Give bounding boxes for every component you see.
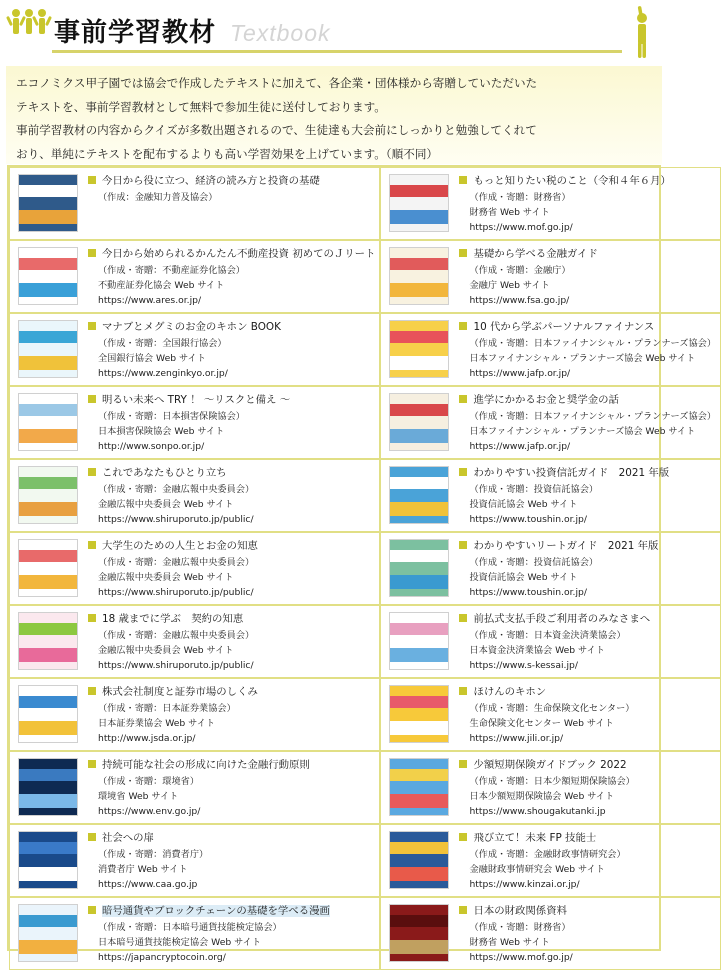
- textbook-publisher: （作成・寄贈：日本ファイナンシャル・プランナーズ協会）: [469, 411, 717, 422]
- textbook-publisher: （作成・寄贈：環境省）: [98, 776, 200, 787]
- textbook-url[interactable]: https://www.zenginkyo.or.jp/: [98, 368, 228, 379]
- book-cover-image: [389, 685, 449, 743]
- textbook-url[interactable]: https://www.jili.or.jp/: [469, 733, 564, 744]
- textbook-publisher: （作成・寄贈：日本損害保険協会）: [98, 411, 245, 422]
- textbook-item: [380, 678, 721, 751]
- textbook-url[interactable]: https://www.shiruporuto.jp/public/: [98, 514, 254, 525]
- textbook-url[interactable]: https://www.kinzai.or.jp/: [469, 879, 580, 890]
- page-header: [0, 0, 669, 62]
- textbook-title: 今日から役に立つ、経済の読み方と投資の基礎: [88, 174, 375, 188]
- textbook-site-name: 環境省 Web サイト: [98, 791, 179, 802]
- textbook-item: [9, 240, 380, 313]
- bullet-square-icon: [88, 614, 96, 622]
- textbook-publisher: （作成・寄贈：不動産証券化協会）: [98, 265, 245, 276]
- textbook-url[interactable]: https://www.shougakutanki.jp: [469, 806, 606, 817]
- bullet-square-icon: [88, 833, 96, 841]
- textbook-item: [380, 167, 721, 240]
- textbook-url[interactable]: https://www.toushin.or.jp/: [469, 587, 587, 598]
- textbook-title: 暗号通貨やブロックチェーンの基礎を学べる漫画: [88, 904, 375, 918]
- textbook-item: [9, 459, 380, 532]
- intro-text: エコノミクス甲子園では協会で作成したテキストに加えて、各企業・団体様から寄贈していただいた テキストを、事前学習教材として無料で参加生徒に送付しております。 事前学習教材の内容からクイズが多数出題されるので、生徒達も大会前にしっかりと勉強してくれて おり、単純にテキストを配布するよりも高い学習効果を上げています。（順不同）: [6, 66, 662, 164]
- textbook-site-name: 全国銀行協会 Web サイト: [98, 353, 206, 364]
- bullet-square-icon: [459, 468, 467, 476]
- bullet-square-icon: [88, 322, 96, 330]
- textbook-item: [9, 167, 380, 240]
- bullet-square-icon: [88, 687, 96, 695]
- bullet-square-icon: [88, 249, 96, 257]
- textbook-publisher: （作成・寄贈：投資信託協会）: [469, 484, 599, 495]
- textbook-site-name: 財務省 Web サイト: [469, 207, 550, 218]
- book-cover-image: [18, 539, 78, 597]
- textbook-title: ほけんのキホン: [459, 685, 716, 699]
- textbook-publisher: （作成・寄贈：金融庁）: [469, 265, 571, 276]
- textbook-url[interactable]: https://www.env.go.jp/: [98, 806, 201, 817]
- bullet-square-icon: [459, 322, 467, 330]
- textbook-url[interactable]: https://www.fsa.go.jp/: [469, 295, 570, 306]
- textbook-title: マナブとメグミのお金のキホン BOOK: [88, 320, 375, 334]
- textbook-item: [9, 751, 380, 824]
- textbook-publisher: （作成・寄贈：生命保険文化センター）: [469, 703, 635, 714]
- textbook-title: 今日から始められるかんたん不動産投資 初めてのＪリート: [88, 247, 375, 261]
- textbook-site-name: 日本ファイナンシャル・プランナーズ協会 Web サイト: [469, 353, 696, 364]
- book-cover-image: [18, 247, 78, 305]
- textbook-title: 基礎から学べる金融ガイド: [459, 247, 716, 261]
- bullet-square-icon: [459, 760, 467, 768]
- textbook-grid: [7, 165, 717, 963]
- textbook-title: 前払式支払手段ご利用者のみなさまへ: [459, 612, 716, 626]
- textbook-site-name: 財務省 Web サイト: [469, 937, 550, 948]
- bullet-square-icon: [459, 614, 467, 622]
- textbook-publisher: （作成・寄贈：日本少額短期保険協会）: [469, 776, 635, 787]
- textbook-url[interactable]: https://japancryptocoin.org/: [98, 952, 226, 963]
- textbook-site-name: 日本証券業協会 Web サイト: [98, 718, 216, 729]
- bullet-square-icon: [459, 906, 467, 914]
- textbook-site-name: 金融広報中央委員会 Web サイト: [98, 572, 234, 583]
- textbook-site-name: 投資信託協会 Web サイト: [469, 572, 578, 583]
- textbook-url[interactable]: https://www.s-kessai.jp/: [469, 660, 578, 671]
- textbook-url[interactable]: https://www.mof.go.jp/: [469, 952, 573, 963]
- textbook-item: [380, 459, 721, 532]
- bullet-square-icon: [459, 395, 467, 403]
- book-cover-image: [389, 758, 449, 816]
- textbook-url[interactable]: https://www.jafp.or.jp/: [469, 368, 571, 379]
- textbook-site-name: 日本ファイナンシャル・プランナーズ協会 Web サイト: [469, 426, 696, 437]
- title-underline: [52, 50, 622, 53]
- textbook-publisher: （作成・寄贈：金融財政事情研究会）: [469, 849, 626, 860]
- bullet-square-icon: [459, 687, 467, 695]
- bullet-square-icon: [88, 176, 96, 184]
- book-cover-image: [18, 612, 78, 670]
- textbook-publisher: （作成・寄贈：金融広報中央委員会）: [98, 630, 255, 641]
- book-cover-image: [389, 539, 449, 597]
- book-cover-image: [18, 393, 78, 451]
- textbook-publisher: （作成・寄贈：日本暗号通貨技能検定協会）: [98, 922, 282, 933]
- book-cover-image: [389, 904, 449, 962]
- book-cover-image: [389, 612, 449, 670]
- book-cover-image: [389, 393, 449, 451]
- textbook-title: 10 代から学ぶパーソナルファイナンス: [459, 320, 716, 334]
- textbook-site-name: 日本暗号通貨技能検定協会 Web サイト: [98, 937, 262, 948]
- textbook-url[interactable]: http://www.sonpo.or.jp/: [98, 441, 205, 452]
- textbook-site-name: 金融広報中央委員会 Web サイト: [98, 645, 234, 656]
- textbook-publisher: （作成・寄贈：金融広報中央委員会）: [98, 484, 255, 495]
- book-cover-image: [389, 247, 449, 305]
- textbook-publisher: （作成・寄贈：日本証券業協会）: [98, 703, 236, 714]
- person-pointing-icon: [622, 4, 662, 60]
- bullet-square-icon: [88, 541, 96, 549]
- bullet-square-icon: [459, 541, 467, 549]
- textbook-title: 明るい未来へ TRY ！ ～リスクと備え ～: [88, 393, 375, 407]
- textbook-item: [9, 824, 380, 897]
- textbook-url[interactable]: https://www.caa.go.jp: [98, 879, 198, 890]
- textbook-title: 18 歳までに学ぶ 契約の知恵: [88, 612, 375, 626]
- textbook-publisher: （作成・寄贈：財務省）: [469, 192, 571, 203]
- textbook-site-name: 投資信託協会 Web サイト: [469, 499, 578, 510]
- textbook-site-name: 生命保険文化センター Web サイト: [469, 718, 614, 729]
- bullet-square-icon: [88, 468, 96, 476]
- book-cover-image: [18, 758, 78, 816]
- textbook-title: もっと知りたい税のこと（令和４年６月）: [459, 174, 716, 188]
- textbook-item: [380, 605, 721, 678]
- textbook-publisher: （作成：金融知力普及協会）: [98, 192, 218, 203]
- bullet-square-icon: [88, 760, 96, 768]
- textbook-site-name: 日本資金決済業協会 Web サイト: [469, 645, 605, 656]
- textbook-publisher: （作成・寄贈：金融広報中央委員会）: [98, 557, 255, 568]
- book-cover-image: [389, 320, 449, 378]
- textbook-site-name: 消費者庁 Web サイト: [98, 864, 188, 875]
- textbook-title: わかりやすいリートガイド 2021 年版: [459, 539, 716, 553]
- textbook-title: 大学生のための人生とお金の知恵: [88, 539, 375, 553]
- textbook-item: [9, 605, 380, 678]
- book-cover-image: [389, 831, 449, 889]
- textbook-item: [380, 897, 721, 970]
- page-title: 事前学習教材: [54, 18, 217, 48]
- textbook-item: [9, 678, 380, 751]
- textbook-url[interactable]: https://www.mof.go.jp/: [469, 222, 573, 233]
- bullet-square-icon: [88, 906, 96, 914]
- textbook-url[interactable]: https://www.shiruporuto.jp/public/: [98, 587, 254, 598]
- textbook-title: 社会への扉: [88, 831, 375, 845]
- textbook-title: 持続可能な社会の形成に向けた金融行動原則: [88, 758, 375, 772]
- textbook-title: 飛び立て！未来 FP 技能士: [459, 831, 716, 845]
- textbook-title: わかりやすい投資信託ガイド 2021 年版: [459, 466, 716, 480]
- textbook-item: [380, 824, 721, 897]
- book-cover-image: [18, 320, 78, 378]
- textbook-site-name: 金融広報中央委員会 Web サイト: [98, 499, 234, 510]
- book-cover-image: [389, 174, 449, 232]
- bullet-square-icon: [459, 833, 467, 841]
- textbook-title: 進学にかかるお金と奨学金の話: [459, 393, 716, 407]
- book-cover-image: [18, 466, 78, 524]
- textbook-item: [9, 386, 380, 459]
- textbook-publisher: （作成・寄贈：日本資金決済業協会）: [469, 630, 626, 641]
- textbook-item: [380, 751, 721, 824]
- textbook-url[interactable]: https://www.toushin.or.jp/: [469, 514, 587, 525]
- textbook-item: [380, 532, 721, 605]
- textbook-site-name: 不動産証券化協会 Web サイト: [98, 280, 225, 291]
- textbook-title: 株式会社制度と証券市場のしくみ: [88, 685, 375, 699]
- bullet-square-icon: [459, 249, 467, 257]
- textbook-title: 日本の財政関係資料: [459, 904, 716, 918]
- textbook-site-name: 金融財政事情研究会 Web サイト: [469, 864, 605, 875]
- textbook-url[interactable]: https://www.jafp.or.jp/: [469, 441, 571, 452]
- bullet-square-icon: [459, 176, 467, 184]
- textbook-publisher: （作成・寄贈：全国銀行協会）: [98, 338, 227, 349]
- page-subtitle: Textbook: [230, 20, 331, 46]
- textbook-url[interactable]: https://www.shiruporuto.jp/public/: [98, 660, 254, 671]
- textbook-item: [380, 386, 721, 459]
- textbook-site-name: 日本損害保険協会 Web サイト: [98, 426, 225, 437]
- textbook-item: [380, 240, 721, 313]
- textbook-item: [9, 897, 380, 970]
- textbook-publisher: （作成・寄贈：財務省）: [469, 922, 571, 933]
- book-cover-image: [18, 685, 78, 743]
- book-cover-image: [18, 831, 78, 889]
- textbook-item: [380, 313, 721, 386]
- textbook-title: これであなたもひとり立ち: [88, 466, 375, 480]
- book-cover-image: [18, 904, 78, 962]
- textbook-site-name: 日本少額短期保険協会 Web サイト: [469, 791, 615, 802]
- textbook-publisher: （作成・寄贈：日本ファイナンシャル・プランナーズ協会）: [469, 338, 717, 349]
- textbook-url[interactable]: https://www.ares.or.jp/: [98, 295, 202, 306]
- book-cover-image: [389, 466, 449, 524]
- textbook-publisher: （作成・寄贈：投資信託協会）: [469, 557, 599, 568]
- textbook-item: [9, 532, 380, 605]
- textbook-title: 少額短期保険ガイドブック 2022: [459, 758, 716, 772]
- textbook-item: [9, 313, 380, 386]
- book-cover-image: [18, 174, 78, 232]
- textbook-site-name: 金融庁 Web サイト: [469, 280, 550, 291]
- textbook-url[interactable]: http://www.jsda.or.jp/: [98, 733, 196, 744]
- people-icon: [8, 8, 50, 44]
- bullet-square-icon: [88, 395, 96, 403]
- textbook-publisher: （作成・寄贈：消費者庁）: [98, 849, 209, 860]
